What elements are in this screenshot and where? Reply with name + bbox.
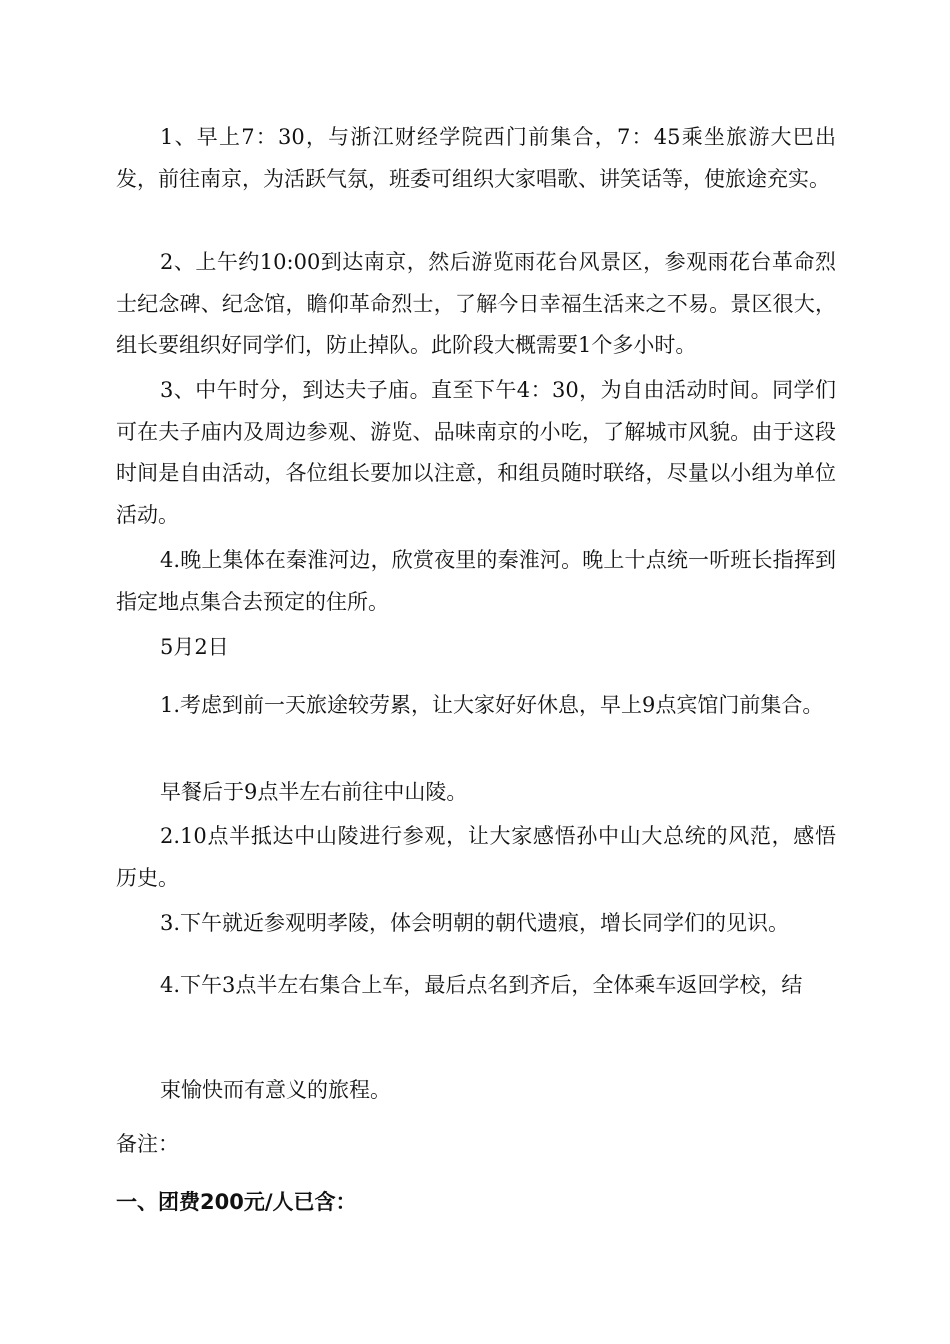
itinerary-paragraph-day2-breakfast: 早餐后于9点半左右前往中山陵。: [160, 780, 468, 804]
itinerary-paragraph-day2-item3: 3.下午就近参观明孝陵，体会明朝的朝代遗痕，增长同学们的见识。: [160, 911, 790, 935]
itinerary-paragraph-day1-item2: 2、上午约10:00到达南京，然后游览雨花台风景区，参观雨花台革命烈士纪念碑、纪念馆，瞻仰革命烈士，了解今日幸福生活来之不易。景区很大，组长要组织好同学们，防止掉队。此阶段大概需要1个多小时。: [116, 250, 836, 357]
note-label: 备注：: [116, 1132, 179, 1156]
itinerary-paragraph-day1-item3: 3、中午时分，到达夫子庙。直至下午4：30，为自由活动时间。同学们可在夫子庙内及周边参观、游览、品味南京的小吃，了解城市风貌。由于这段时间是自由活动，各位组长要加以注意，和组员随时联络，尽量以小组为单位活动。: [116, 378, 836, 527]
itinerary-paragraph-day2-item4: 4.下午3点半左右集合上车，最后点名到齐后，全体乘车返回学校，结: [160, 973, 803, 997]
itinerary-paragraph-day2-item2: 2.10点半抵达中山陵进行参观，让大家感悟孙中山大总统的风范，感悟历史。: [116, 824, 836, 890]
section-heading-fee: 一、团费200元/人已含：: [116, 1190, 357, 1214]
day-heading-may-2: 5月2日: [160, 635, 229, 659]
itinerary-paragraph-day1-item1: 1、早上7：30，与浙江财经学院西门前集合，7：45乘坐旅游大巴出发，前往南京，为活跃气氛，班委可组织大家唱歌、讲笑话等，使旅途充实。: [116, 125, 836, 191]
itinerary-paragraph-day2-item1: 1.考虑到前一天旅途较劳累，让大家好好休息，早上9点宾馆门前集合。: [160, 693, 824, 717]
itinerary-paragraph-day1-item4: 4.晚上集体在秦淮河边，欣赏夜里的秦淮河。晚上十点统一听班长指挥到指定地点集合去预定的住所。: [116, 548, 836, 614]
itinerary-paragraph-day2-closing: 束愉快而有意义的旅程。: [160, 1078, 391, 1102]
